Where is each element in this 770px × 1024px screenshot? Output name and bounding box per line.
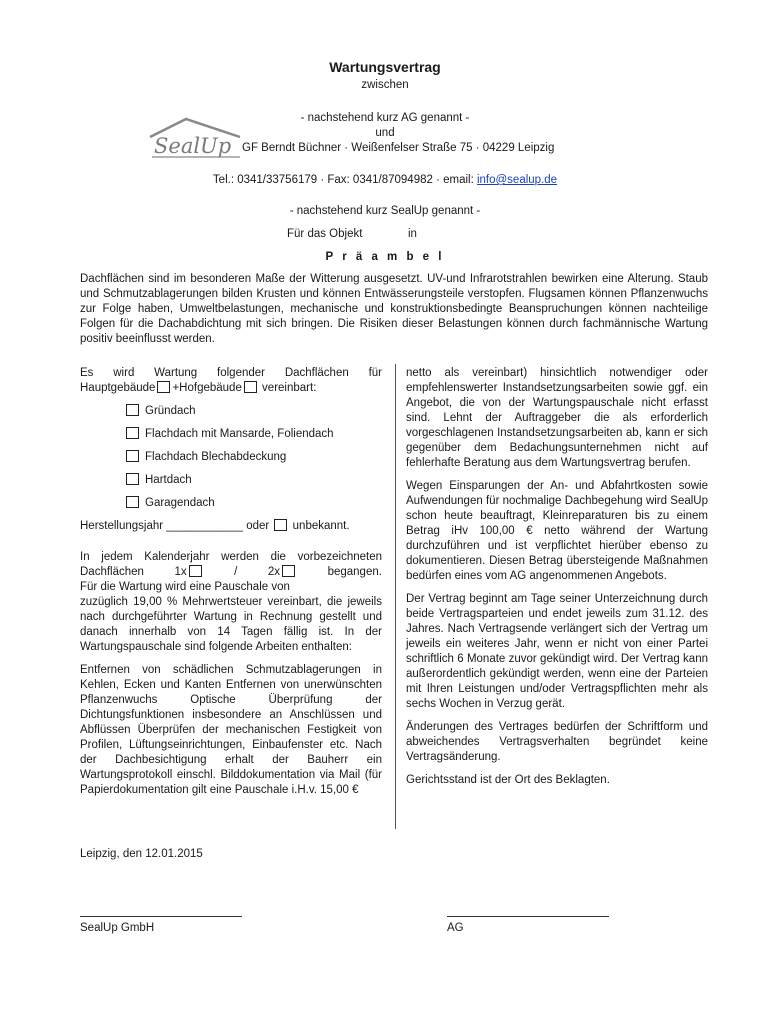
building-selection xyxy=(80,381,382,396)
amendments: Änderungen des Vertrages bedürfen der Schriftform und abweichendes Vertragsverhalten begründet keine Vertragsänderung. xyxy=(406,721,708,763)
small-repairs: Wegen Einsparungen der An- und Abfahrtkosten sowie Aufwendungen für nochmalige Dachbegehung wird SealUp schon heute beauftragt, Kleinreparaturen bis zu einem Betrag iHv 100,00 € netto während der Wartung durchzuführen und ist verpflichtet hierüber ebenso zu dokumentieren. Diesen Betrag übersteigende Maßnahmen bedürfen eines vom AG angenommenen Angebots. xyxy=(406,480,708,582)
included-work: Entfernen von schädlichen Schmutzablagerungen in Kehlen, Ecken und Kanten Entfernen von unerwünschten Pflanzenwuchs Optische Überprüfung der Dichtungsfunktionen insbesondere an Anschlüssen und Abflüssen Überprüfen der mechanischen Festigkeit von Profilen, Lüftungseinrichtungen, Einbaufenster etc. Nach der Dachbesichtigung erhalt der Bauherr ein Wartungsprotokoll einschl. Bilddokumentation via Mail (für Papierdokumentation gilt eine Pauschale i.H.v. 15,00 € xyxy=(80,664,382,796)
garage-roof-checkbox[interactable] xyxy=(126,496,139,508)
jurisdiction: Gerichtsstand ist der Ort des Beklagten. xyxy=(406,774,610,786)
signature-line-right xyxy=(447,916,609,917)
option-flat-roof-mansard: Flachdach mit Mansarde, Foliendach xyxy=(126,427,382,442)
object-label: Für das Objekt xyxy=(287,228,363,240)
column-divider xyxy=(395,364,396,829)
contact-line xyxy=(0,173,770,188)
svg-text:SealUp: SealUp xyxy=(154,134,232,158)
main-building-label: Hauptgebäude xyxy=(80,382,156,394)
agreed-label: vereinbart: xyxy=(258,382,317,394)
yard-building-checkbox[interactable] xyxy=(244,381,257,393)
signature-line-left xyxy=(80,916,242,917)
ag-designation: - nachstehend kurz AG genannt - xyxy=(300,112,470,124)
sealup-designation: - nachstehend kurz SealUp genannt - xyxy=(289,205,481,217)
document-title: Wartungsvertrag xyxy=(329,59,441,75)
option-flat-roof-sheet: Flachdach Blechabdeckung xyxy=(126,450,382,465)
main-building-checkbox[interactable] xyxy=(157,381,170,393)
object-in-label: in xyxy=(408,228,417,240)
email-link[interactable]: info@sealup.de xyxy=(476,174,558,186)
preamble-text: Dachflächen sind im besonderen Maße der Witterung ausgesetzt. UV-und Infrarotstrahlen bewirken eine Alterung. Staub und Schmutzablagerungen bilden Krusten und können Entwässerungsteile verstopfen. Flugsamen können Pflanzenwuchs zur Folge haben, Umweltbelastungen, mechanische und konstruktionsbedingte Beanspruchungen können nachteilige Folgen für die Dachabdichtung mit sich bringen. Die Risiken dieser Belastungen können durch fachmännische Wartung positiv beeinflusst werden. xyxy=(80,273,708,345)
year-unknown-label: unbekannt. xyxy=(289,520,350,532)
twice-checkbox[interactable] xyxy=(282,565,295,577)
and-label: und xyxy=(375,127,395,139)
yard-building-label: +Hofgebäude xyxy=(172,382,242,394)
hard-roof-checkbox[interactable] xyxy=(126,473,139,485)
option-garage-roof: Garagendach xyxy=(126,496,382,511)
construction-year xyxy=(80,519,382,534)
option-hard-roof: Hartdach xyxy=(126,473,382,488)
frequency-line: Dachflächen 1x / 2x begangen. xyxy=(80,566,382,578)
year-unknown-checkbox[interactable] xyxy=(274,519,287,531)
option-green-roof: Gründach xyxy=(126,404,382,419)
flat-rate-label: Für die Wartung wird eine Pauschale von xyxy=(80,581,290,593)
contract-term: Der Vertrag beginnt am Tage seiner Unterzeichnung durch beide Vertragsparteien und endet jeweils zum 31.12. des Jahres. Nach Vertragsende verlängert sich der Vertrag um jeweils ein weiteres Jahr, wenn er nicht von einer Partei schriftlich 6 Monate zuvor gekündigt wird. Der Vertrag kann außerordentlich gekündigt werden, wenn eine der Parteien mit Ihren Leistungen und/oder Vertragspflichten mehr als sechs Wochen in Verzug gerät. xyxy=(406,593,708,710)
repair-recommendations: netto als vereinbart) hinsichtlich notwendiger oder empfehlenswerter Instandsetzungsarbeiten sowie ggf. ein Angebot, die von der Wartungspauschale nicht erfasst sind. Lehnt der Auftraggeber die als erforderlich vorgeschlagenen Instandsetzungsarbeiten ab, kann er sich gegenüber dem Bedachungsunternehmen nicht auf fehlerhafte Beratung aus dem Wartungsvertrag berufen. xyxy=(406,367,708,469)
maintenance-terms: In jedem Kalenderjahr werden die vorbezeichneten Dachflächen 1x / 2x begangen. Für die Wartung wird eine Pauschale von zuzüglich 19,00 % Mehrwertsteuer vereinbart, die jeweils nach durchgeführter Wartung in Rechnung gestellt und danach innerhalb von 14 Tagen fällig ist. In der Wartungspauschale sind folgende Arbeiten enthalten: xyxy=(80,551,382,653)
signature-sealup: SealUp GmbH xyxy=(80,922,155,934)
maintenance-intro: Es wird Wartung folgender Dachflächen für xyxy=(80,367,382,379)
green-roof-checkbox[interactable] xyxy=(126,404,139,416)
flat-rate-terms: zuzüglich 19,00 % Mehrwertsteuer vereinbart, die jeweils nach durchgeführter Wartung in Rechnung gestellt und danach innerhalb von 14 Tagen fällig ist. In der Wartungspauschale sind folgende Arbeiten enthalten: xyxy=(80,596,382,653)
right-column xyxy=(406,366,708,796)
sealup-logo xyxy=(148,115,243,164)
contact-text: Tel.: 0341/33756179 · Fax: 0341/87094982 · email: xyxy=(212,174,477,186)
flat-roof-sheet-checkbox[interactable] xyxy=(126,450,139,462)
signature-ag: AG xyxy=(447,922,464,934)
flat-roof-mansard-checkbox[interactable] xyxy=(126,427,139,439)
between-label: zwischen xyxy=(361,79,409,91)
company-address: GF Berndt Büchner · Weißenfelser Straße 75 · 04229 Leipzig xyxy=(242,142,555,154)
preamble-heading: P r ä a m b e l xyxy=(325,251,445,263)
once-checkbox[interactable] xyxy=(189,565,202,577)
construction-year-label: Herstellungsjahr ____________ oder xyxy=(80,520,270,532)
place-date: Leipzig, den 12.01.2015 xyxy=(80,848,203,860)
left-column xyxy=(80,366,382,798)
